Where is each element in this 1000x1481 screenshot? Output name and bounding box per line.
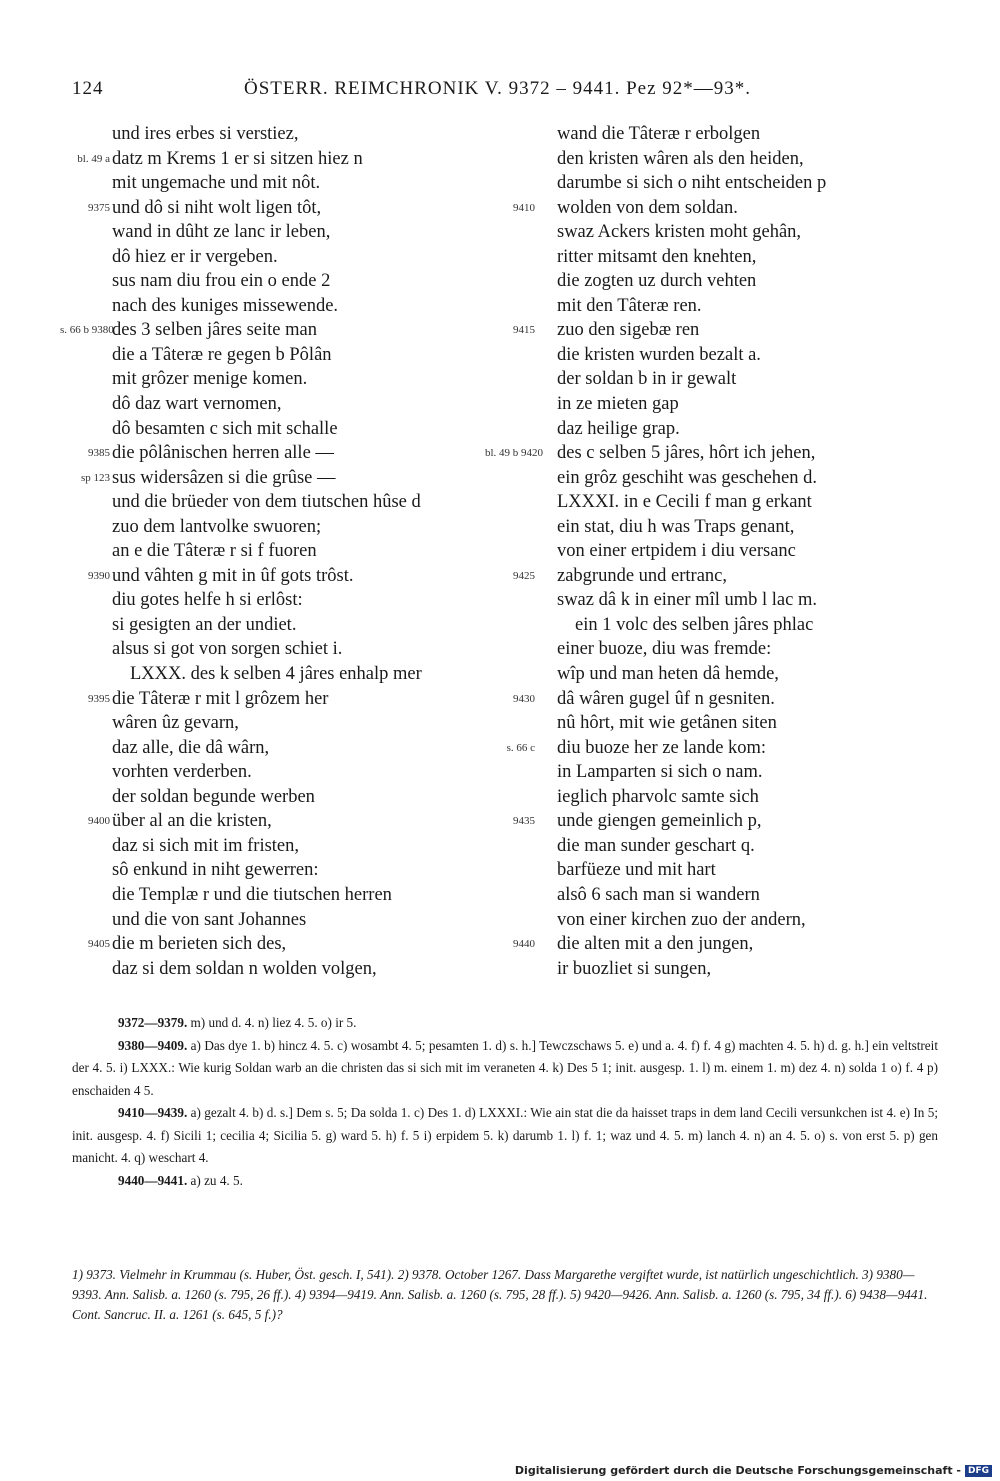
line-number: 9430 [513,692,535,705]
verse-text: des c selben 5 jâres, hôrt ich jehen, [557,443,816,464]
verse-line [505,613,940,638]
verse-line [505,318,940,343]
verse-line [505,515,940,540]
verse-text: nû hôrt, mit wie getânen siten [557,713,777,734]
verse-text: daz alle, die dâ wârn, [112,737,270,758]
apparatus-range: 9440—9441. [118,1172,188,1188]
verse-line [60,809,500,834]
verse-line [60,588,500,613]
funding-text: Digitalisierung gefördert durch die Deutsche Forschungsgemeinschaft - [514,1464,961,1477]
verse-line [60,171,500,196]
verse-line [60,417,500,442]
verse-line [60,564,500,589]
verse-line [505,122,940,147]
verse-line [505,588,940,613]
apparatus-text: m) und d. 4. n) liez 4. 5. o) ir 5. [187,1015,357,1030]
verse-text: diu gotes helfe h si erlôst: [112,590,303,611]
verse-line [505,392,940,417]
verse-text: alsus si got von sorgen schiet i. [112,639,343,660]
verse-text: die alten mit a den jungen, [557,934,754,955]
line-number: 9390 [88,569,110,582]
verse-text: und die brüeder von dem tiutschen hûse d [112,492,421,513]
verse-line [485,441,940,466]
verse-line [60,858,500,883]
verse-line [505,147,940,172]
verse-line [60,760,500,785]
verse-line [60,490,500,515]
line-number: bl. 49 a [77,152,110,165]
verse-text: datz m Krems 1 er si sitzen hiez n [112,148,363,169]
verse-line [60,834,500,859]
verse-text: die kristen wurden bezalt a. [557,344,761,365]
verse-text: den kristen wâren als den heiden, [557,148,804,169]
verse-line [505,539,940,564]
verse-line [505,711,940,736]
verse-text: die man sunder geschart q. [557,835,755,856]
verse-text: über al an die kristen, [112,811,272,832]
apparatus-entry [72,1035,938,1103]
verse-text: sô enkund in niht gewerren: [112,860,319,881]
verse-text: dô hiez er ir vergeben. [112,246,278,267]
verse-text: ir buozliet si sungen, [557,958,712,979]
verse-text: wand in dûht ze lanc ir leben, [112,222,331,243]
verse-text: die pôlânischen herren alle — [112,443,334,464]
funding-notice [515,1464,992,1477]
apparatus-entry [72,1170,938,1193]
verse-text: barfüeze und mit hart [557,860,716,881]
verse-text: swaz Ackers kristen moht gehân, [557,222,802,243]
verse-line [60,122,500,147]
verse-text: mit ungemache und mit nôt. [112,173,321,194]
verse-text: ein stat, diu h was Traps genant, [557,516,795,537]
verse-text: in ze mieten gap [557,394,679,415]
apparatus-text: a) zu 4. 5. [187,1172,243,1188]
verse-text: sus nam diu frou ein o ende 2 [112,271,331,292]
verse-text: und die von sant Johannes [112,909,307,930]
verse-text: mit grôzer menige komen. [112,369,308,390]
verse-line [60,613,500,638]
verse-line [505,417,940,442]
line-number: s. 66 b 9380 [60,324,114,337]
right-verse-column [485,122,940,981]
apparatus-text: a) gezalt 4. b) d. s.] Dem s. 5; Da solda 1. c) Des 1. d) LXXXI.: Wie ain stat die da haisset traps in dem land Cecili versunkchen ist 4. e) In 5; init. ausgesp. 4. f) Sicili 1; cecilia 4; Sicilia 5. g) ward 5. h) f. 5 i) erpidem 5. k) darumb 1. l) f. 1; waz und 4. 5. m) lanch 4. n) an 4. 5. o) s. von erst 5. p) gen manicht. 4. q) weschart 4. [72,1105,938,1165]
verse-text: dô besamten c sich mit schalle [112,418,338,439]
line-number: sp 123 [80,471,110,484]
verse-text: zabgrunde und ertranc, [557,565,728,586]
verse-line [505,245,940,270]
verse-line [60,687,500,712]
footnotes [72,1265,938,1325]
verse-text: der soldan begunde werben [112,786,315,807]
footnote-text: 1) 9373. Vielmehr in Krummau (s. Huber, Öst. gesch. I, 541). 2) 9378. October 1267. Dass Margarethe vergiftet wurde, ist natürlich ungeschichtlich. 3) 9380—9393. Ann. Salisb. a. 1260 (s. 795, 26 ff.). 4) 9394—9419. Ann. Salisb. a. 1260 (s. 795, 28 ff.). 5) 9420—9426. Ann. Salisb. a. 1260 (s. 795, 34 ff.). 6) 9438—9441. Cont. Sancruc. II. a. 1261 (s. 645, 5 f.)? [72,1267,928,1322]
verse-text: und ires erbes si verstiez, [112,124,299,144]
verse-text: darumbe si sich o niht entscheiden p [557,173,827,194]
line-number: 9375 [88,201,110,214]
verse-text: LXXXI. in e Cecili f man g erkant [557,492,812,513]
verse-text: einer buoze, diu was fremde: [557,639,772,660]
left-verse-column [60,122,500,981]
verse-text: ritter mitsamt den knehten, [557,246,757,267]
verse-line [505,564,940,589]
verse-line [505,490,940,515]
line-number: s. 66 c [506,741,535,754]
apparatus-range: 9372—9379. [118,1015,188,1030]
verse-line [60,637,500,662]
verse-text: vorhten verderben. [112,762,252,783]
verse-text: daz heilige grap. [557,418,680,439]
verse-line [505,785,940,810]
verse-line [505,269,940,294]
verse-line [60,294,500,319]
verse-line [505,220,940,245]
line-number: 9400 [88,815,110,828]
verse-text: si gesigten an der undiet. [112,614,297,635]
verse-line [505,809,940,834]
running-title: ÖSTERR. REIMCHRONIK V. 9372 – 9441. Pez 92*—93*. [244,78,752,99]
line-number: 9405 [88,938,110,951]
verse-line [505,858,940,883]
line-number: 9410 [513,201,535,214]
critical-apparatus [72,1012,938,1192]
verse-line [60,269,500,294]
verse-line [505,834,940,859]
verse-line [505,196,940,221]
verse-text: ieglich pharvolc samte sich [557,786,759,807]
verse-line [60,196,500,221]
verse-text: von einer kirchen zuo der andern, [557,909,806,930]
verse-line [505,883,940,908]
verse-line [505,466,940,491]
verse-text: sus widersâzen si die grûse — [112,467,336,488]
verse-text: wâren ûz gevarn, [112,713,239,734]
line-number: bl. 49 b 9420 [485,447,544,460]
line-number: 9440 [513,938,535,951]
verse-line [505,343,940,368]
apparatus-range: 9410—9439. [118,1105,188,1120]
verse-text: zuo dem lantvolke swuoren; [112,516,322,537]
verse-line [60,711,500,736]
verse-text: von einer ertpidem i diu versanc [557,541,796,562]
verse-line [505,957,940,982]
verse-text: die Templæ r und die tiutschen herren [112,884,392,905]
verse-text: swaz dâ k in einer mîl umb l lac m. [557,590,817,611]
verse-text: dô daz wart vernomen, [112,394,282,415]
verse-line [60,245,500,270]
verse-text: daz si sich mit im fristen, [112,835,300,856]
verse-text: wand die Tâteræ r erbolgen [557,124,761,144]
verse-line [60,539,500,564]
verse-text: alsô 6 sach man si wandern [557,884,760,905]
verse-text: dâ wâren gugel ûf n gesniten. [557,688,775,709]
verse-text: ein grôz geschiht was geschehen d. [557,467,817,488]
verse-line [60,367,500,392]
verse-line [505,294,940,319]
apparatus-text: a) Das dye 1. b) hincz 4. 5. c) wosambt 4. 5; pesamten 1. d) s. h.] Tewczschaws 5. e) und a. 4. f) f. 4 g) machten 4. 5. h) d. g. h.] ein veltstreit der 4. 5. i) LXXX.: Wie kurig Soldan warb an die christen das si sich mit im veraneten 4. k) Des 5 1; init. ausgesp. 1. l) m. einem 1. m) dez 4. n) solda 1 o) f. 4 p) enschaiden 4 5. [72,1037,938,1098]
verse-text: die m berieten sich des, [112,934,287,955]
page-number: 124 [72,78,104,99]
verse-text: die Tâteræ r mit l grôzem her [112,688,329,709]
verse-line [505,662,940,687]
verse-text: ein 1 volc des selben jâres phlac [575,614,814,635]
verse-line [60,343,500,368]
verse-line [505,736,940,761]
verse-line [60,662,500,687]
line-number: 9435 [513,815,535,828]
verse-text: die a Tâteræ re gegen b Pôlân [112,344,332,365]
verse-text: der soldan b in ir gewalt [557,369,737,390]
verse-text: wolden von dem soldan. [557,197,738,218]
verse-text: und vâhten g mit in ûf gots trôst. [112,565,354,586]
page-header [72,78,938,102]
line-number: 9415 [513,324,535,337]
verse-line [60,736,500,761]
verse-line [60,441,500,466]
verse-line [505,171,940,196]
verse-text: zuo den sigebæ ren [557,320,700,341]
verse-line [505,760,940,785]
verse-text: mit den Tâteræ ren. [557,295,702,316]
verse-text: LXXX. des k selben 4 jâres enhalp mer [130,664,422,685]
verse-line [505,687,940,712]
verse-text: nach des kuniges missewende. [112,295,339,316]
verse-line [60,957,500,982]
verse-line [60,318,500,343]
verse-line [60,515,500,540]
verse-text: und dô si niht wolt ligen tôt, [112,197,322,218]
dfg-logo: DFG [965,1465,992,1477]
verse-line [60,908,500,933]
apparatus-entry [72,1102,938,1170]
verse-line [505,367,940,392]
verse-line [60,220,500,245]
verse-line [60,883,500,908]
verse-text: des 3 selben jâres seite man [112,320,317,341]
verse-text: daz si dem soldan n wolden volgen, [112,958,377,979]
verse-text: in Lamparten si sich o nam. [557,762,763,783]
verse-text: an e die Tâteræ r si f fuoren [112,541,317,562]
apparatus-entry [72,1012,938,1035]
verse-line [60,785,500,810]
verse-line [505,908,940,933]
verse-line [60,147,500,172]
apparatus-range: 9380—9409. [118,1037,188,1053]
line-number: 9425 [513,569,535,582]
verse-line [505,932,940,957]
verse-text: die zogten uz durch vehten [557,271,757,292]
line-number: 9395 [88,692,110,705]
verse-line [60,932,500,957]
verse-text: diu buoze her ze lande kom: [557,737,767,758]
verse-line [60,466,500,491]
line-number: 9385 [88,447,110,460]
verse-text: unde giengen gemeinlich p, [557,811,762,832]
verse-line [60,392,500,417]
verse-line [505,637,940,662]
verse-text: wîp und man heten dâ hemde, [557,664,779,685]
